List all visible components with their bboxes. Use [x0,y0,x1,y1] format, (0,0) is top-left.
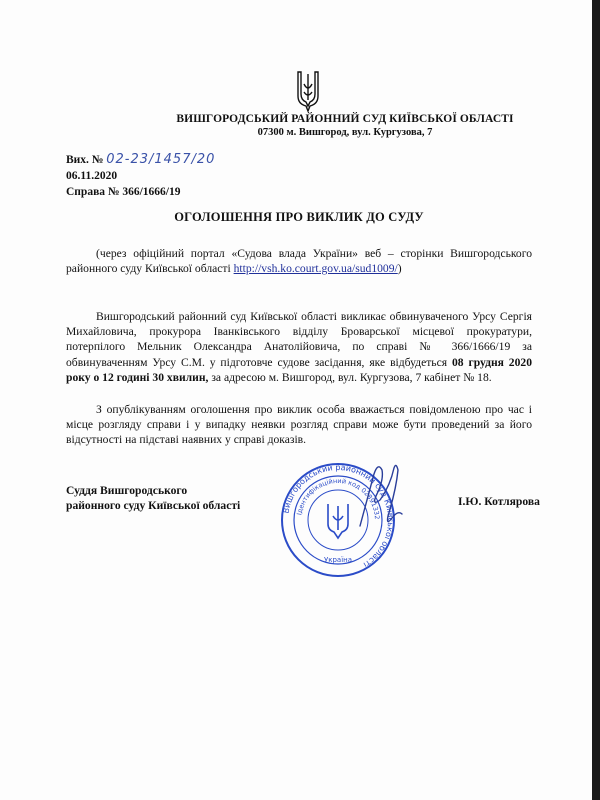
stamp-outer-text: Вишгородський районний суд Київської області [281,462,396,570]
page-title: ОГОЛОШЕННЯ ПРО ВИКЛИК ДО СУДУ [174,210,424,224]
stamp-bottom-text: Україна [323,556,353,564]
portal-note-close: ) [397,262,402,276]
court-title: ВИШГОРОДСЬКИЙ РАЙОННИЙ СУД КИЇВСЬКОЇ ОБЛАСТІ [176,113,514,125]
hearing-datetime: 08 грудня 2020 року о 12 годині 30 хвилин, [66,355,532,384]
summons-text-end: за адресою м. Вишгород, вул. Кургузова, 7 кабінет № 18. [208,370,492,384]
judge-name: І.Ю. Котлярова [458,495,540,508]
stamp-inner-text: Ідентифікаційний код 02891332 [295,476,382,520]
summons-text-start: Вишгородський районний суд Київської області викликає обвинуваченого Урсу Сергія Михайловича, прокурора Іванківського відділу Броварської місцевої прокуратури, потерпілого Мельник Олександра Анатолійовича, по справі № 366/1666/19 за обвинуваченням Урсу С.М. у підготовче судове засідання, яке відбудеться [66,310,532,369]
document-date: 06.11.2020 [66,170,118,182]
judge-title [66,483,240,513]
page-edge [592,0,600,800]
outgoing-number [66,152,215,167]
summons-paragraph [66,309,532,385]
portal-note-paragraph [66,246,532,276]
judge-title-line1: Суддя Вишгородського [66,484,188,497]
trident-emblem-icon [295,70,321,112]
court-address: 07300 м. Вишгород, вул. Кургузова, 7 [257,127,433,138]
case-number: Справа № 366/1666/19 [66,186,181,198]
notice-paragraph: З опублікуванням оголошення про виклик особа вважається повідомленою про час і місце розгляду справи і у випадку неявки розгляд справи може бути проведений за його відсутності на підставі наявних у справі доказів. [66,403,532,447]
outgoing-label: Вих. № [66,154,104,166]
outgoing-number-handwritten: 02-23/1457/20 [106,152,216,167]
portal-note-text: (через офіційний портал «Судова влада України» веб – сторінки Вишгородського районного суду Київської області [66,247,532,276]
judge-title-line2: районного суду Київської області [66,499,241,512]
handwritten-signature [340,456,410,536]
court-website-link[interactable]: http://vsh.ko.court.gov.ua/sud1009/ [233,262,398,276]
